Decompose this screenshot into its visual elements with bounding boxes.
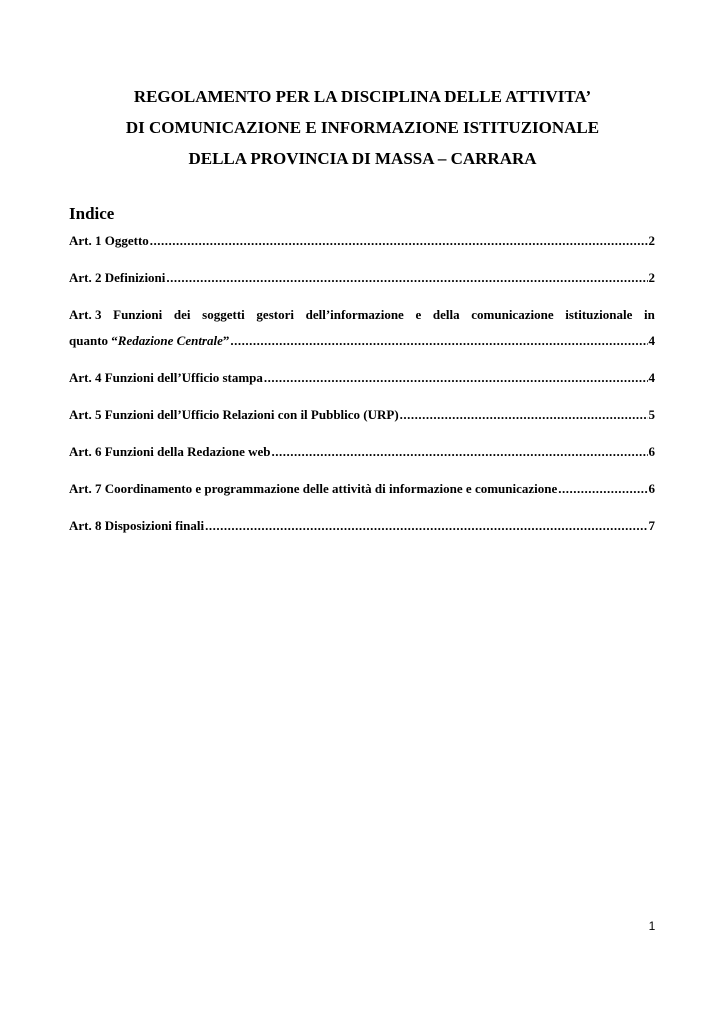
toc-word: soggetti (202, 307, 245, 322)
toc-entry-label: Art. 4 Funzioni dell’Ufficio stampa (69, 370, 263, 385)
toc-entry-art-3-continued[interactable] (69, 333, 655, 349)
toc-entry-art-4[interactable] (69, 370, 655, 386)
toc-dot-leader (205, 518, 647, 534)
document-title-line-3: DELLA PROVINCIA DI MASSA – CARRARA (188, 149, 537, 168)
toc-entry-page: 4 (648, 370, 655, 385)
toc-entry-label: Art. 8 Disposizioni finali (69, 518, 205, 533)
toc-label-suffix: ” (222, 333, 230, 348)
toc-entry-label-line-2 (69, 333, 229, 349)
index-heading: Indice (69, 204, 115, 223)
toc-entry-page: 5 (648, 407, 655, 422)
toc-entry-label: Art. 6 Funzioni della Redazione web (69, 444, 271, 459)
toc-entry-page: 2 (648, 233, 655, 248)
toc-dot-leader (558, 481, 647, 497)
toc-entry-page: 4 (648, 333, 655, 348)
toc-entry-label-line-1 (69, 307, 655, 323)
toc-dot-leader (230, 333, 647, 349)
page-number: 1 (648, 919, 656, 933)
toc-dot-leader (400, 407, 648, 423)
toc-entry-art-1[interactable] (69, 233, 655, 249)
toc-entry-art-8[interactable] (69, 518, 655, 534)
toc-entry-label: Art. 2 Definizioni (69, 270, 166, 285)
toc-entry-page: 2 (648, 270, 655, 285)
toc-word: istituzionale (565, 307, 633, 322)
toc-entry-art-5[interactable] (69, 407, 655, 423)
toc-word: e (415, 307, 422, 322)
toc-word: Funzioni (113, 307, 163, 322)
toc-word: comunicazione (471, 307, 554, 322)
toc-word: gestori (256, 307, 294, 322)
toc-entry-label: Art. 1 Oggetto (69, 233, 149, 248)
document-title-line-2: DI COMUNICAZIONE E INFORMAZIONE ISTITUZIONALE (125, 118, 600, 137)
toc-dot-leader (264, 370, 648, 386)
toc-dot-leader (272, 444, 648, 460)
toc-dot-leader (150, 233, 648, 249)
toc-entry-art-7[interactable] (69, 481, 655, 497)
toc-entry-page: 7 (648, 518, 655, 533)
toc-word: della (432, 307, 460, 322)
toc-entry-page: 6 (648, 481, 655, 496)
toc-entry-page: 6 (648, 444, 655, 459)
toc-entry-art-3[interactable] (69, 307, 655, 323)
toc-entry-art-2[interactable] (69, 270, 655, 286)
document-title-line-1: REGOLAMENTO PER LA DISCIPLINA DELLE ATTIVITA’ (133, 87, 592, 106)
toc-word: dell’informazione (305, 307, 404, 322)
toc-entry-art-6[interactable] (69, 444, 655, 460)
toc-word: Art. 3 (69, 307, 102, 322)
toc-word: in (644, 307, 655, 322)
toc-dot-leader (166, 270, 647, 286)
toc-entry-label: Art. 5 Funzioni dell’Ufficio Relazioni con il Pubblico (URP) (69, 407, 399, 422)
toc-label-prefix: quanto “ (69, 333, 118, 348)
toc-word: dei (173, 307, 191, 322)
toc-label-italic: Redazione Centrale (117, 333, 223, 348)
toc-entry-label: Art. 7 Coordinamento e programmazione delle attività di informazione e comunicazione (69, 481, 558, 496)
